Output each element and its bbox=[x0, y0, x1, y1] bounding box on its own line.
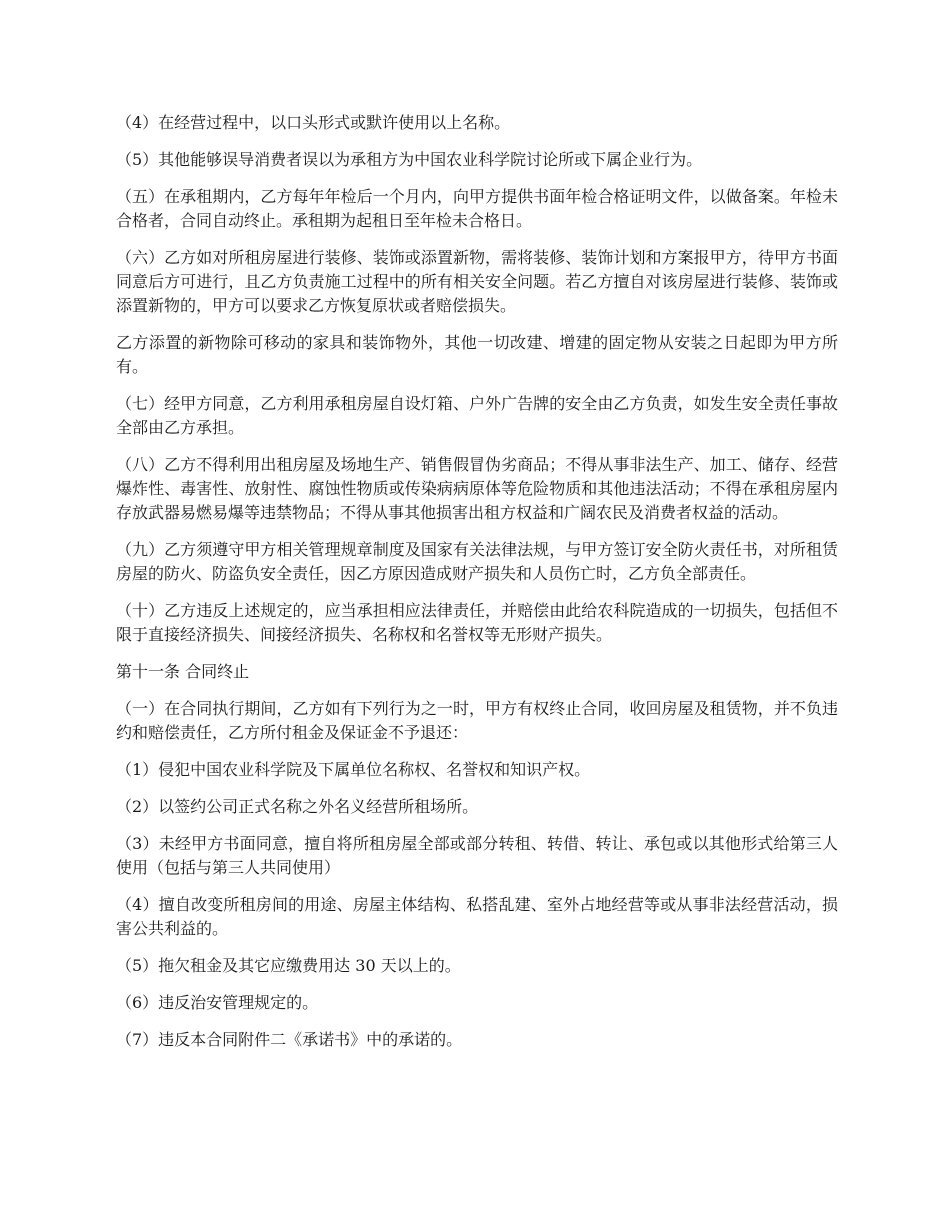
paragraph-termination-item-3: （3）未经甲方书面同意，擅自将所租房屋全部或部分转租、转借、转让、承包或以其他形式给第三人使用（包括与第三人共同使用） bbox=[116, 834, 838, 877]
paragraph-termination-item-4: （4）擅自改变所租房间的用途、房屋主体结构、私搭乱建、室外占地经营等或从事非法经营活动，损害公共利益的。 bbox=[116, 895, 838, 938]
paragraph-clause-9: （九）乙方须遵守甲方相关管理规章制度及国家有关法律法规，与甲方签订安全防火责任书，对所租赁房屋的防火、防盗负安全责任，因乙方原因造成财产损失和人员伤亡时，乙方负全部责任。 bbox=[116, 540, 838, 583]
article-11-heading: 第十一条 合同终止 bbox=[116, 662, 250, 681]
document-body bbox=[116, 111, 838, 1065]
paragraph-clause-10: （十）乙方违反上述规定的，应当承担相应法律责任，并赔偿由此给农科院造成的一切损失，包括但不限于直接经济损失、间接经济损失、名称权和名誉权等无形财产损失。 bbox=[116, 601, 838, 644]
paragraph-termination-item-2: （2）以签约公司正式名称之外名义经营所租场所。 bbox=[116, 797, 479, 816]
paragraph-article-11-clause-1: （一）在合同执行期间，乙方如有下列行为之一时，甲方有权终止合同，收回房屋及租赁物，并不负违约和赔偿责任，乙方所付租金及保证金不予退还： bbox=[116, 699, 838, 742]
paragraph-termination-item-7: （7）违反本合同附件二《承诺书》中的承诺的。 bbox=[116, 1030, 463, 1049]
paragraph-item-4: （4）在经营过程中，以口头形式或默许使用以上名称。 bbox=[116, 113, 511, 132]
paragraph-termination-item-1: （1）侵犯中国农业科学院及下属单位名称权、名誉权和知识产权。 bbox=[116, 760, 591, 779]
paragraph-item-5: （5）其他能够误导消费者误以为承租方为中国农业科学院讨论所或下属企业行为。 bbox=[116, 150, 703, 169]
paragraph-clause-6-continued: 乙方添置的新物除可移动的家具和装饰物外，其他一切改建、增建的固定物从安装之日起即为甲方所有。 bbox=[116, 333, 838, 376]
paragraph-termination-item-5: （5）拖欠租金及其它应缴费用达 30 天以上的。 bbox=[116, 956, 461, 975]
paragraph-clause-7: （七）经甲方同意，乙方利用承租房屋自设灯箱、户外广告牌的安全由乙方负责，如发生安全责任事故全部由乙方承担。 bbox=[116, 394, 838, 437]
paragraph-termination-item-6: （6）违反治安管理规定的。 bbox=[116, 993, 319, 1012]
paragraph-clause-6: （六）乙方如对所租房屋进行装修、装饰或添置新物，需将装修、装饰计划和方案报甲方，待甲方书面同意后方可进行，且乙方负责施工过程中的所有相关安全问题。若乙方擅自对该房屋进行装修、装饰或添置新物的，甲方可以要求乙方恢复原状或者赔偿损失。 bbox=[116, 248, 838, 315]
paragraph-clause-5: （五）在承租期内，乙方每年年检后一个月内，向甲方提供书面年检合格证明文件，以做备案。年检未合格者，合同自动终止。承租期为起租日至年检未合格日。 bbox=[116, 187, 838, 230]
paragraph-clause-8: （八）乙方不得利用出租房屋及场地生产、销售假冒伪劣商品；不得从事非法生产、加工、储存、经营爆炸性、毒害性、放射性、腐蚀性物质或传染病病原体等危险物质和其他违法活动；不得在承租房屋内存放武器易燃易爆等违禁物品；不得从事其他损害出租方权益和广阔农民及消费者权益的活动。 bbox=[116, 455, 838, 522]
